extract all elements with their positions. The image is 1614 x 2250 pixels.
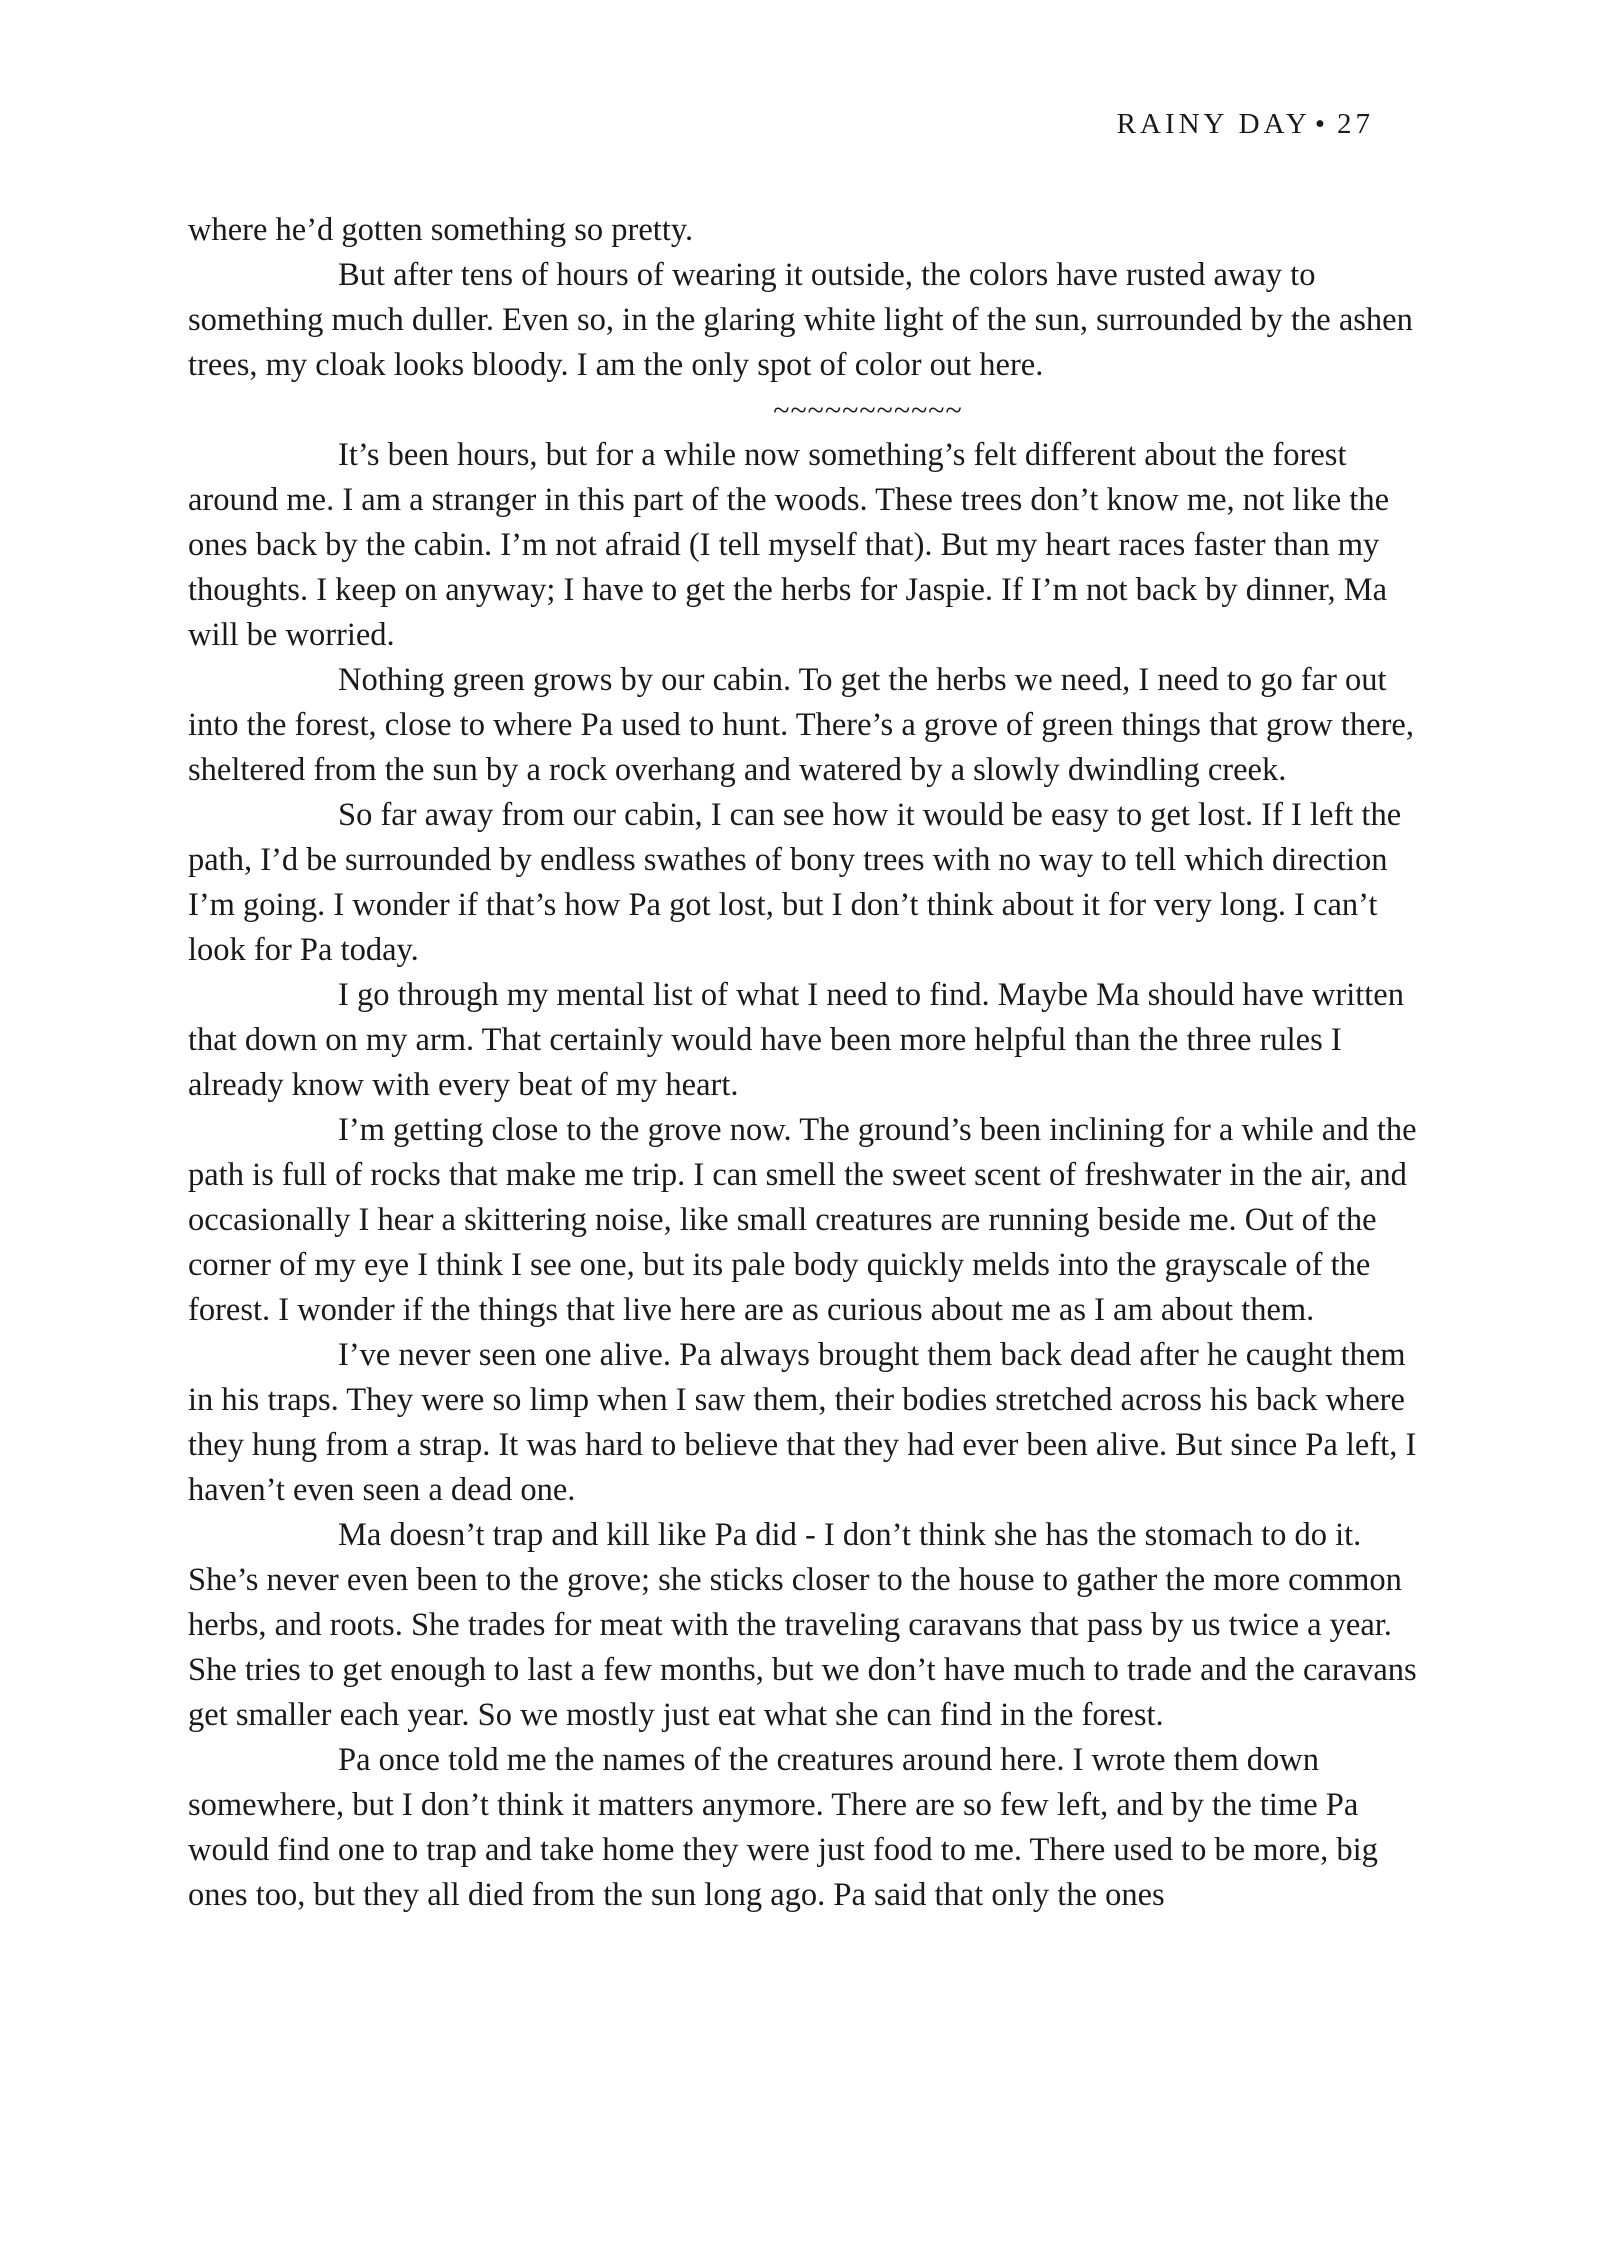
running-head	[1117, 108, 1374, 141]
chapter-title: RAINY DAY	[1116, 108, 1311, 140]
body-text	[188, 208, 1428, 1918]
header-bullet: •	[1314, 108, 1329, 140]
paragraph: Nothing green grows by our cabin. To get the herbs we need, I need to go far out into the forest, close to where Pa used to hunt. There’s a grove of green things that grow there, sheltered from the sun by a rock overhang and watered by a slowly dwindling creek.	[188, 662, 1414, 788]
paragraph: where he’d gotten something so pretty.	[188, 212, 694, 248]
paragraph: I’ve never seen one alive. Pa always brought them back dead after he caught them in his traps. They were so limp when I saw them, their bodies stretched across his back where they hung from a strap. It was hard to believe that they had ever been alive. But since Pa left, I haven’t even seen a dead one.	[188, 1337, 1417, 1508]
paragraph: But after tens of hours of wearing it outside, the colors have rusted away to something much duller. Even so, in the glaring white light of the sun, surrounded by the ashen trees, my cloak looks bloody. I am the only spot of color out here.	[188, 257, 1413, 383]
paragraph: So far away from our cabin, I can see how it would be easy to get lost. If I left the path, I’d be surrounded by endless swathes of bony trees with no way to tell which direction I’m going. I wonder if that’s how Pa got lost, but I don’t think about it for very long. I can’t look for Pa today.	[188, 797, 1402, 968]
paragraph: Pa once told me the names of the creatures around here. I wrote them down somewhere, but I don’t think it matters anymore. There are so few left, and by the time Pa would find one to trap and take home they were just food to me. There used to be more, big ones too, but they all died from the sun long ago. Pa said that only the ones	[188, 1742, 1378, 1913]
paragraph: Ma doesn’t trap and kill like Pa did - I don’t think she has the stomach to do it. She’s never even been to the grove; she sticks closer to the house to gather the more common herbs, and roots. She trades for meat with the traveling caravans that pass by us twice a year. She tries to get enough to last a few months, but we don’t have much to trade and the caravans get smaller each year. So we mostly just eat what she can find in the forest.	[188, 1517, 1417, 1733]
paragraph: It’s been hours, but for a while now something’s felt different about the forest around me. I am a stranger in this part of the woods. These trees don’t know me, not like the ones back by the cabin. I’m not afraid (I tell myself that). But my heart races faster than my thoughts. I keep on anyway; I have to get the herbs for Jaspie. If I’m not back by dinner, Ma will be worried.	[188, 437, 1390, 653]
paragraph: I’m getting close to the grove now. The ground’s been inclining for a while and the path is full of rocks that make me trip. I can smell the sweet scent of freshwater in the air, and occasionally I hear a skittering noise, like small creatures are running beside me. Out of the corner of my eye I think I see one, but its pale body quickly melds into the grayscale of the forest. I wonder if the things that live here are as curious about me as I am about them.	[188, 1112, 1417, 1328]
page-number: 27	[1337, 108, 1374, 140]
scene-break: ~~~~~~~~~~~	[773, 394, 963, 427]
paragraph: I go through my mental list of what I need to find. Maybe Ma should have written that down on my arm. That certainly would have been more helpful than the three rules I already know with every beat of my heart.	[188, 977, 1404, 1103]
